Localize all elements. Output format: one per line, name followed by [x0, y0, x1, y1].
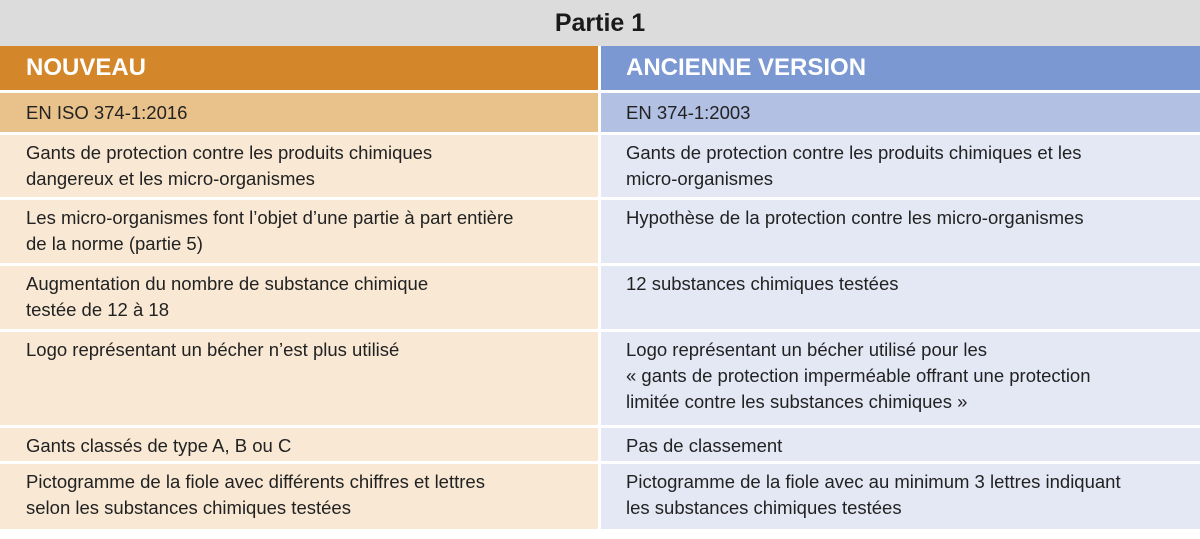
header-old: ANCIENNE VERSION	[598, 46, 1200, 90]
row-3-old	[598, 263, 1200, 329]
standard-new: EN ISO 374-1:2016	[0, 90, 598, 132]
row-3-new	[0, 263, 598, 329]
row-2-new-line-1: Les micro-organismes font l’objet d’une partie à part entière	[26, 207, 514, 228]
page-title: Partie 1	[0, 0, 1200, 46]
row-2-old	[598, 197, 1200, 263]
header-new: NOUVEAU	[0, 46, 598, 90]
row-3-new-line-2: testée de 12 à 18	[26, 299, 169, 320]
row-4-old	[598, 329, 1200, 425]
row-1-new-line-1: Gants de protection contre les produits chimiques	[26, 142, 433, 163]
row-1-old	[598, 132, 1200, 197]
row-1-old-line-1: Gants de protection contre les produits chimiques et les	[626, 142, 1082, 163]
row-1-new-line-2: dangereux et les micro-organismes	[26, 168, 315, 189]
row-1-new	[0, 132, 598, 197]
row-6-old	[598, 461, 1200, 529]
row-6-old-line-1: Pictogramme de la fiole avec au minimum 3 lettres indiquant	[626, 471, 1121, 492]
row-5-new	[0, 425, 598, 461]
row-4-old-line-1: Logo représentant un bécher utilisé pour les	[626, 339, 987, 360]
row-6-new-line-2: selon les substances chimiques testées	[26, 497, 351, 518]
row-4-new-line-1: Logo représentant un bécher n’est plus utilisé	[26, 339, 400, 360]
row-6-new	[0, 461, 598, 529]
row-4-old-line-3: limitée contre les substances chimiques »	[626, 391, 968, 412]
standard-old: EN 374-1:2003	[598, 90, 1200, 132]
row-5-old	[598, 425, 1200, 461]
row-3-old-line-1: 12 substances chimiques testées	[626, 273, 899, 294]
row-1-old-line-2: micro-organismes	[626, 168, 774, 189]
row-2-new	[0, 197, 598, 263]
row-5-new-line-1: Gants classés de type A, B ou C	[26, 435, 292, 456]
comparison-table	[0, 46, 1200, 529]
row-6-old-line-2: les substances chimiques testées	[626, 497, 902, 518]
row-2-new-line-2: de la norme (partie 5)	[26, 233, 203, 254]
row-2-old-line-1: Hypothèse de la protection contre les micro-organismes	[626, 207, 1084, 228]
row-4-new	[0, 329, 598, 425]
row-3-new-line-1: Augmentation du nombre de substance chimique	[26, 273, 429, 294]
row-6-new-line-1: Pictogramme de la fiole avec différents chiffres et lettres	[26, 471, 485, 492]
row-4-old-line-2: « gants de protection imperméable offrant une protection	[626, 365, 1091, 386]
row-5-old-line-1: Pas de classement	[626, 435, 783, 456]
